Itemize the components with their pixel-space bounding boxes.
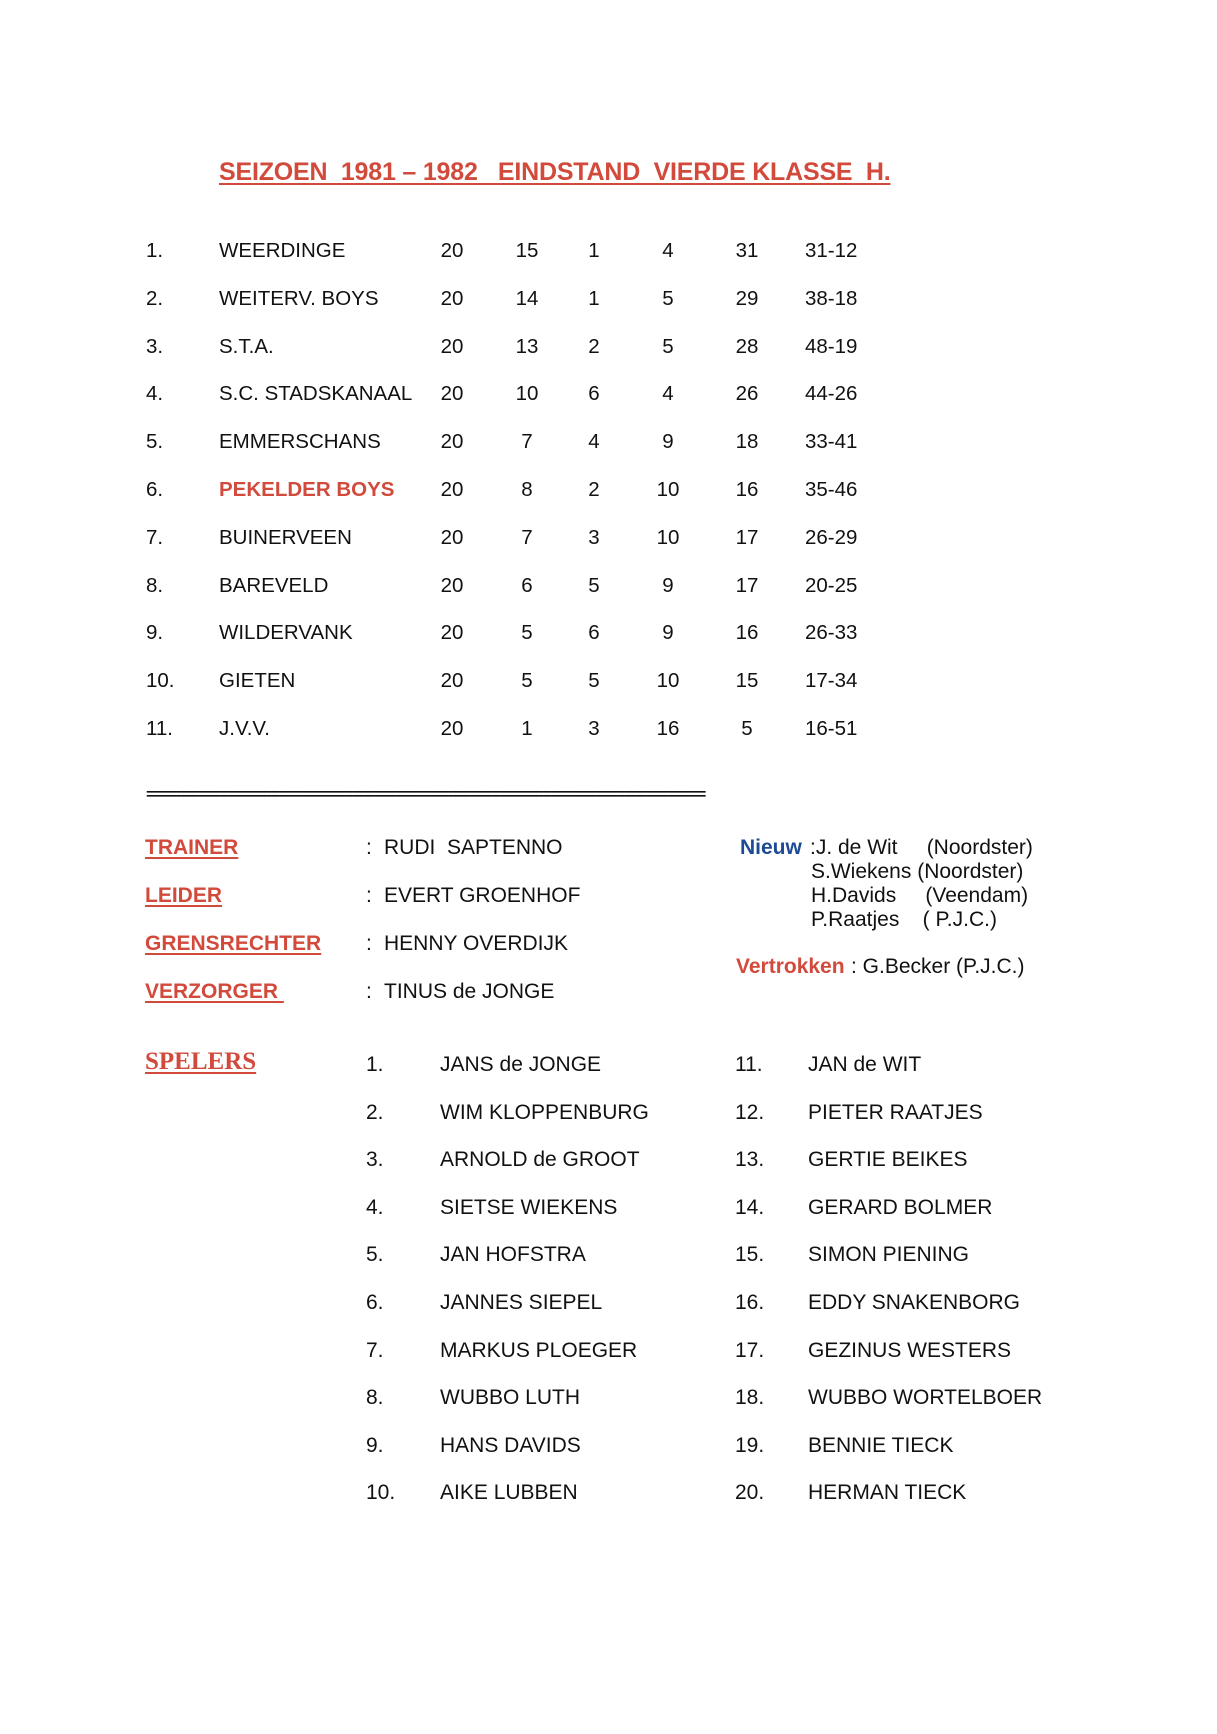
cell-g: 20	[440, 621, 464, 645]
table-row	[0, 574, 1217, 604]
cell-p: 28	[735, 334, 759, 358]
cell-p: 16	[735, 621, 759, 645]
cell-d: 6	[588, 621, 600, 645]
spelers-label: SPELERS	[145, 1048, 257, 1075]
cell-w: 14	[515, 286, 539, 310]
player-name: EDDY SNAKENBORG	[808, 1291, 1020, 1314]
vertrokken-label: Vertrokken	[736, 955, 845, 978]
cell-team: PEKELDER BOYS	[219, 478, 395, 501]
cell-d: 6	[588, 382, 600, 406]
table-row	[0, 430, 1217, 460]
cell-p: 15	[735, 669, 759, 693]
cell-gd: 31-12	[805, 239, 858, 262]
player-name: GERARD BOLMER	[808, 1195, 993, 1219]
cell-pos: 4.	[146, 382, 164, 406]
cell-team: WEERDINGE	[219, 239, 346, 262]
cell-d: 4	[588, 430, 600, 454]
cell-p: 26	[735, 382, 759, 406]
player-number: 4.	[366, 1195, 384, 1219]
staff-colon: :	[366, 836, 372, 859]
player-number: 1.	[366, 1053, 384, 1076]
cell-w: 5	[521, 621, 533, 645]
player-name: HANS DAVIDS	[440, 1433, 581, 1457]
player-name: AIKE LUBBEN	[440, 1481, 578, 1505]
cell-d: 3	[588, 717, 600, 740]
cell-d: 3	[588, 525, 600, 549]
cell-pos: 10.	[146, 669, 175, 693]
cell-l: 10	[656, 478, 680, 501]
cell-l: 4	[662, 382, 674, 406]
player-number: 14.	[735, 1195, 765, 1219]
player-name: WUBBO WORTELBOER	[808, 1386, 1043, 1410]
table-row	[0, 382, 1217, 412]
cell-g: 20	[440, 239, 464, 262]
staff-colon: :	[366, 932, 372, 955]
player-number: 6.	[366, 1291, 384, 1314]
cell-team: GIETEN	[219, 669, 296, 693]
player-name: WIM KLOPPENBURG	[440, 1100, 649, 1124]
table-row	[0, 478, 1217, 508]
cell-pos: 1.	[146, 239, 164, 262]
player-number: 16.	[735, 1291, 765, 1314]
staff-label-verzorger: VERZORGER	[145, 980, 284, 1003]
cell-team: S.C. STADSKANAAL	[219, 382, 413, 406]
cell-d: 1	[588, 239, 600, 262]
cell-gd: 16-51	[805, 717, 858, 740]
vertrokken-value: : G.Becker (P.J.C.)	[851, 955, 1025, 978]
player-number: 10.	[366, 1481, 396, 1505]
cell-gd: 44-26	[805, 382, 858, 406]
player-name: GEZINUS WESTERS	[808, 1338, 1012, 1362]
table-row	[0, 239, 1217, 269]
cell-l: 4	[662, 239, 674, 262]
cell-gd: 26-29	[805, 525, 858, 549]
staff-value-leider: EVERT GROENHOF	[384, 884, 581, 907]
cell-gd: 33-41	[805, 430, 858, 454]
cell-gd: 35-46	[805, 478, 858, 501]
nieuw-line: P.Raatjes ( P.J.C.)	[811, 908, 997, 931]
staff-label-trainer: TRAINER	[145, 836, 239, 859]
cell-w: 7	[521, 430, 533, 454]
cell-w: 7	[521, 525, 533, 549]
player-name: PIETER RAATJES	[808, 1100, 983, 1124]
player-name: ARNOLD de GROOT	[440, 1148, 640, 1172]
cell-pos: 7.	[146, 525, 164, 549]
cell-team: WEITERV. BOYS	[219, 286, 379, 310]
cell-l: 10	[656, 669, 680, 693]
cell-team: S.T.A.	[219, 334, 274, 358]
cell-g: 20	[440, 478, 464, 501]
player-name: JANS de JONGE	[440, 1053, 602, 1076]
nieuw-line: :J. de Wit (Noordster)	[810, 836, 1033, 859]
cell-p: 29	[735, 286, 759, 310]
staff-value-grensrechter: HENNY OVERDIJK	[384, 932, 568, 955]
player-name: HERMAN TIECK	[808, 1481, 967, 1505]
player-name: JAN HOFSTRA	[440, 1243, 586, 1267]
cell-g: 20	[440, 382, 464, 406]
cell-l: 9	[662, 430, 674, 454]
staff-colon: :	[366, 980, 372, 1003]
player-number: 3.	[366, 1148, 384, 1172]
cell-gd: 38-18	[805, 286, 858, 310]
cell-w: 6	[521, 573, 533, 597]
cell-w: 10	[515, 382, 539, 406]
cell-team: WILDERVANK	[219, 621, 353, 645]
staff-value-trainer: RUDI SAPTENNO	[384, 836, 563, 859]
cell-w: 13	[515, 334, 539, 358]
table-row	[0, 526, 1217, 556]
staff-value-verzorger: TINUS de JONGE	[384, 980, 555, 1003]
section-divider: ============================================================================	[146, 787, 705, 804]
cell-d: 2	[588, 478, 600, 501]
cell-p: 5	[741, 717, 753, 740]
nieuw-line: S.Wiekens (Noordster)	[811, 860, 1024, 883]
cell-p: 17	[735, 525, 759, 549]
player-number: 8.	[366, 1386, 384, 1410]
cell-pos: 9.	[146, 621, 164, 645]
cell-g: 20	[440, 525, 464, 549]
cell-l: 5	[662, 334, 674, 358]
staff-label-grensrechter: GRENSRECHTER	[145, 932, 322, 955]
player-number: 11.	[735, 1053, 763, 1076]
cell-l: 5	[662, 286, 674, 310]
cell-g: 20	[440, 669, 464, 693]
cell-d: 2	[588, 334, 600, 358]
player-name: JANNES SIEPEL	[440, 1291, 603, 1314]
cell-p: 16	[735, 478, 759, 501]
cell-l: 16	[656, 717, 680, 740]
player-number: 5.	[366, 1243, 384, 1267]
player-name: WUBBO LUTH	[440, 1386, 581, 1410]
cell-w: 8	[521, 478, 533, 501]
cell-w: 15	[515, 239, 539, 262]
player-number: 18.	[735, 1386, 765, 1410]
player-number: 19.	[735, 1433, 765, 1457]
table-row	[0, 287, 1217, 317]
cell-l: 9	[662, 573, 674, 597]
cell-g: 20	[440, 430, 464, 454]
player-name: SIETSE WIEKENS	[440, 1195, 618, 1219]
cell-pos: 2.	[146, 286, 164, 310]
player-number: 20.	[735, 1481, 765, 1505]
player-name: BENNIE TIECK	[808, 1433, 954, 1457]
cell-gd: 26-33	[805, 621, 858, 645]
player-number: 2.	[366, 1100, 384, 1124]
cell-pos: 5.	[146, 430, 164, 454]
cell-w: 1	[521, 717, 533, 740]
cell-l: 9	[662, 621, 674, 645]
player-name: MARKUS PLOEGER	[440, 1338, 638, 1362]
player-name: SIMON PIENING	[808, 1243, 970, 1267]
cell-gd: 20-25	[805, 573, 858, 597]
player-number: 17.	[735, 1338, 765, 1362]
cell-l: 10	[656, 525, 680, 549]
cell-g: 20	[440, 334, 464, 358]
cell-g: 20	[440, 573, 464, 597]
player-number: 13.	[735, 1148, 765, 1172]
cell-g: 20	[440, 717, 464, 740]
cell-g: 20	[440, 286, 464, 310]
cell-pos: 8.	[146, 573, 164, 597]
cell-pos: 6.	[146, 478, 164, 501]
cell-team: BUINERVEEN	[219, 525, 352, 549]
cell-p: 18	[735, 430, 759, 454]
player-number: 15.	[735, 1243, 765, 1267]
player-number: 9.	[366, 1433, 384, 1457]
cell-team: EMMERSCHANS	[219, 430, 381, 454]
cell-d: 5	[588, 669, 600, 693]
player-number: 7.	[366, 1338, 384, 1362]
nieuw-label: Nieuw	[740, 836, 802, 859]
cell-pos: 11.	[146, 717, 173, 740]
table-row	[0, 621, 1217, 651]
cell-gd: 17-34	[805, 669, 858, 693]
table-row	[0, 669, 1217, 699]
player-name: GERTIE BEIKES	[808, 1148, 968, 1172]
cell-p: 17	[735, 573, 759, 597]
staff-label-leider: LEIDER	[145, 884, 223, 907]
cell-p: 31	[735, 239, 759, 262]
cell-team: J.V.V.	[219, 717, 270, 740]
player-name: JAN de WIT	[808, 1053, 922, 1076]
cell-pos: 3.	[146, 334, 164, 358]
cell-w: 5	[521, 669, 533, 693]
nieuw-line: H.Davids (Veendam)	[811, 884, 1029, 907]
player-number: 12.	[735, 1100, 765, 1124]
cell-d: 5	[588, 573, 600, 597]
table-row	[0, 335, 1217, 365]
cell-d: 1	[588, 286, 600, 310]
page-title: SEIZOEN 1981 – 1982 EINDSTAND VIERDE KLASSE H.	[219, 158, 891, 186]
cell-team: BAREVELD	[219, 573, 329, 597]
cell-gd: 48-19	[805, 334, 858, 358]
staff-colon: :	[366, 884, 372, 907]
table-row	[0, 717, 1217, 747]
